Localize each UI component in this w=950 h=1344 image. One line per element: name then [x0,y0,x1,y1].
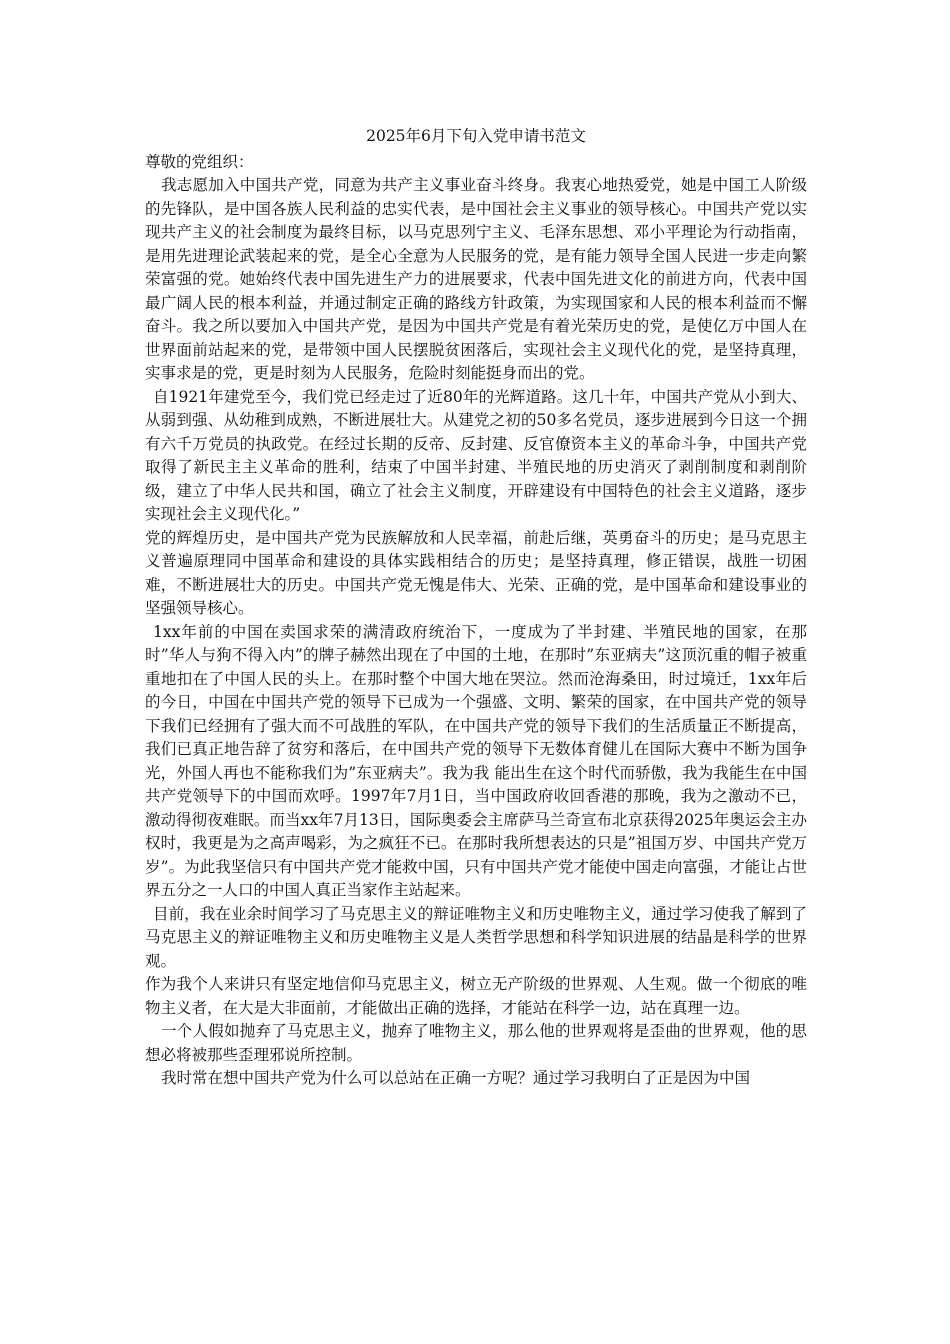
paragraph-5: 目前，我在业余时间学习了马克思主义的辩证唯物主义和历史唯物主义，通过学习使我了解到了马克思主义的辩证唯物主义和历史唯物主义是人类哲学思想和科学知识进展的结晶是科学的世界观。 [145,904,807,970]
paragraph-7: 一个人假如抛弃了马克思主义，抛弃了唯物主义，那么他的世界观将是歪曲的世界观，他的思想必将被那些歪理邪说所控制。 [145,1022,807,1064]
document-title: 2025年6月下旬入党申请书范文 [366,127,586,145]
paragraph-3: 党的辉煌历史，是中国共产党为民族解放和人民幸福，前赴后继，英勇奋斗的历史；是马克思主义普遍原理同中国革命和建设的具体实践相结合的历史；是坚持真理，修正错误，战胜一切困难，不断进展壮大的历史。中国共产党无愧是伟大、光荣、正确的党，是中国革命和建设事业的坚强领导核心。 [145,528,807,617]
document-page [145,124,807,1091]
paragraph-8: 我时常在想中国共产党为什么可以总站在正确一方呢？通过学习我明白了正是因为中国 [161,1069,751,1087]
paragraph-6: 作为我个人来讲只有坚定地信仰马克思主义，树立无产阶级的世界观、人生观。做一个彻底的唯物主义者，在大是大非面前，才能做出正确的选择，才能站在科学一边，站在真理一边。 [145,975,807,1017]
paragraph-2: 自1921年建党至今，我们党已经走过了近80年的光辉道路。这几十年，中国共产党从小到大、从弱到强、从幼稚到成熟，不断进展壮大。从建党之初的50多名党员，逐步进展到今日这一个拥有六千万党员的执政党。在经过长期的反帝、反封建、反官僚资本主义的革命斗争，中国共产党取得了新民主主义革命的胜利，结束了中国半封建、半殖民地的历史消灭了剥削制度和剥削阶级，建立了中华人民共和国，确立了社会主义制度，开辟建设有中国特色的社会主义道路，逐步实现社会主义现代化。” [145,387,807,523]
salutation: 尊敬的党组织： [145,153,254,171]
paragraph-4: 1xx年前的中国在卖国求荣的满清政府统治下，一度成为了半封建、半殖民地的国家，在那时”华人与狗不得入内”的牌子赫然出现在了中国的土地，在那时”东亚病夫”这顶沉重的帽子被重重地扣在了中国人民的头上。在那时整个中国大地在哭泣。然而沧海桑田，时过境迁，1xx年后的今日，中国在中国共产党的领导下已成为一个强盛、文明、繁荣的国家，在中国共产党的领导下我们已经拥有了强大而不可战胜的军队，在中国共产党的领导下我们的生活质量正不断提高，我们已真正地告辞了贫穷和落后，在中国共产党的领导下无数体育健儿在国际大赛中不断为国争光，外国人再也不能称我们为”东亚病夫”。我为我 能出生在这个时代而骄傲，我为我能生在中国共产党领导下的中国而欢呼。1997年7月1日，当中国政府收回香港的那晚，我为之激动不已，激动得彻夜难眠。而当xx年7月13日，国际奥委会主席萨马兰奇宣布北京获得2025年奥运会主办权时，我更是为之高声喝彩，为之疯狂不已。在那时我所想表达的只是”祖国万岁、中国共产党万岁”。为此我坚信只有中国共产党才能救中国，只有中国共产党才能使中国走向富强，才能让占世界五分之一人口的中国人真正当家作主站起来。 [145,622,807,899]
paragraph-1: 我志愿加入中国共产党，同意为共产主义事业奋斗终身。我衷心地热爱党，她是中国工人阶级的先锋队，是中国各族人民利益的忠实代表，是中国社会主义事业的领导核心。中国共产党以实现共产主义的社会制度为最终目标，以马克思列宁主义、毛泽东思想、邓小平理论为行动指南，是用先进理论武装起来的党，是全心全意为人民服务的党，是有能力领导全国人民进一步走向繁荣富强的党。她始终代表中国先进生产力的进展要求，代表中国先进文化的前进方向，代表中国最广阔人民的根本利益，并通过制定正确的路线方针政策，为实现国家和人民的根本利益而不懈奋斗。我之所以要加入中国共产党，是因为中国共产党是有着光荣历史的党，是使亿万中国人在世界面前站起来的党，是带领中国人民摆脱贫困落后，实现社会主义现代化的党，是坚持真理，实事求是的党，更是时刻为人民服务，危险时刻能挺身而出的党。 [145,176,807,382]
